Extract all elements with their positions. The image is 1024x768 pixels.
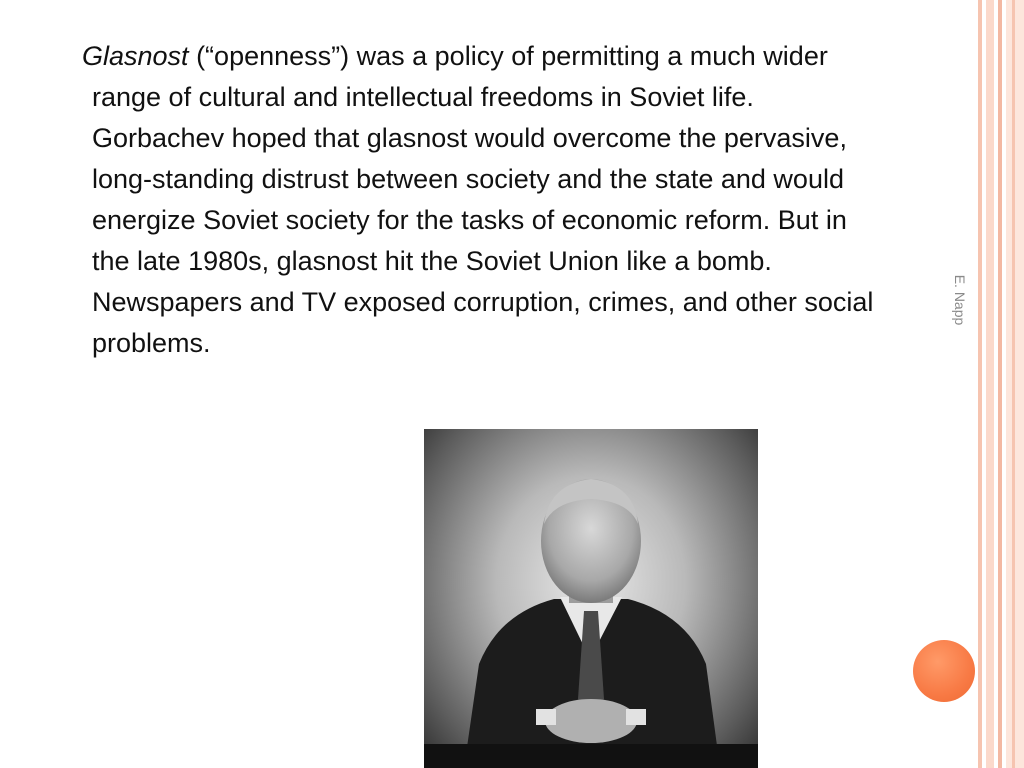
- portrait-illustration: [424, 429, 758, 768]
- author-credit: E. Napp: [952, 274, 968, 326]
- decorative-stripe: [1006, 0, 1024, 768]
- portrait-photo: [424, 429, 758, 768]
- decorative-stripe: [1012, 0, 1015, 768]
- decorative-stripe: [998, 0, 1002, 768]
- paragraph-text: (“openness”) was a policy of permitting a much wider range of cultural and intellectual freedoms in Soviet life. Gorbachev hoped that glasnost would overcome the pervasive, long-standing distrust between society and the state and would energize Soviet society for the tasks of economic reform. But in the late 1980s, glasnost hit the Soviet Union like a bomb. Newspapers and TV exposed corruption, crimes, and other social problems.: [92, 41, 874, 358]
- term-glasnost: Glasnost: [82, 41, 189, 71]
- decorative-stripe: [986, 0, 994, 768]
- decorative-stripe: [978, 0, 982, 768]
- body-paragraph: [82, 36, 882, 364]
- decorative-circle: [913, 640, 975, 702]
